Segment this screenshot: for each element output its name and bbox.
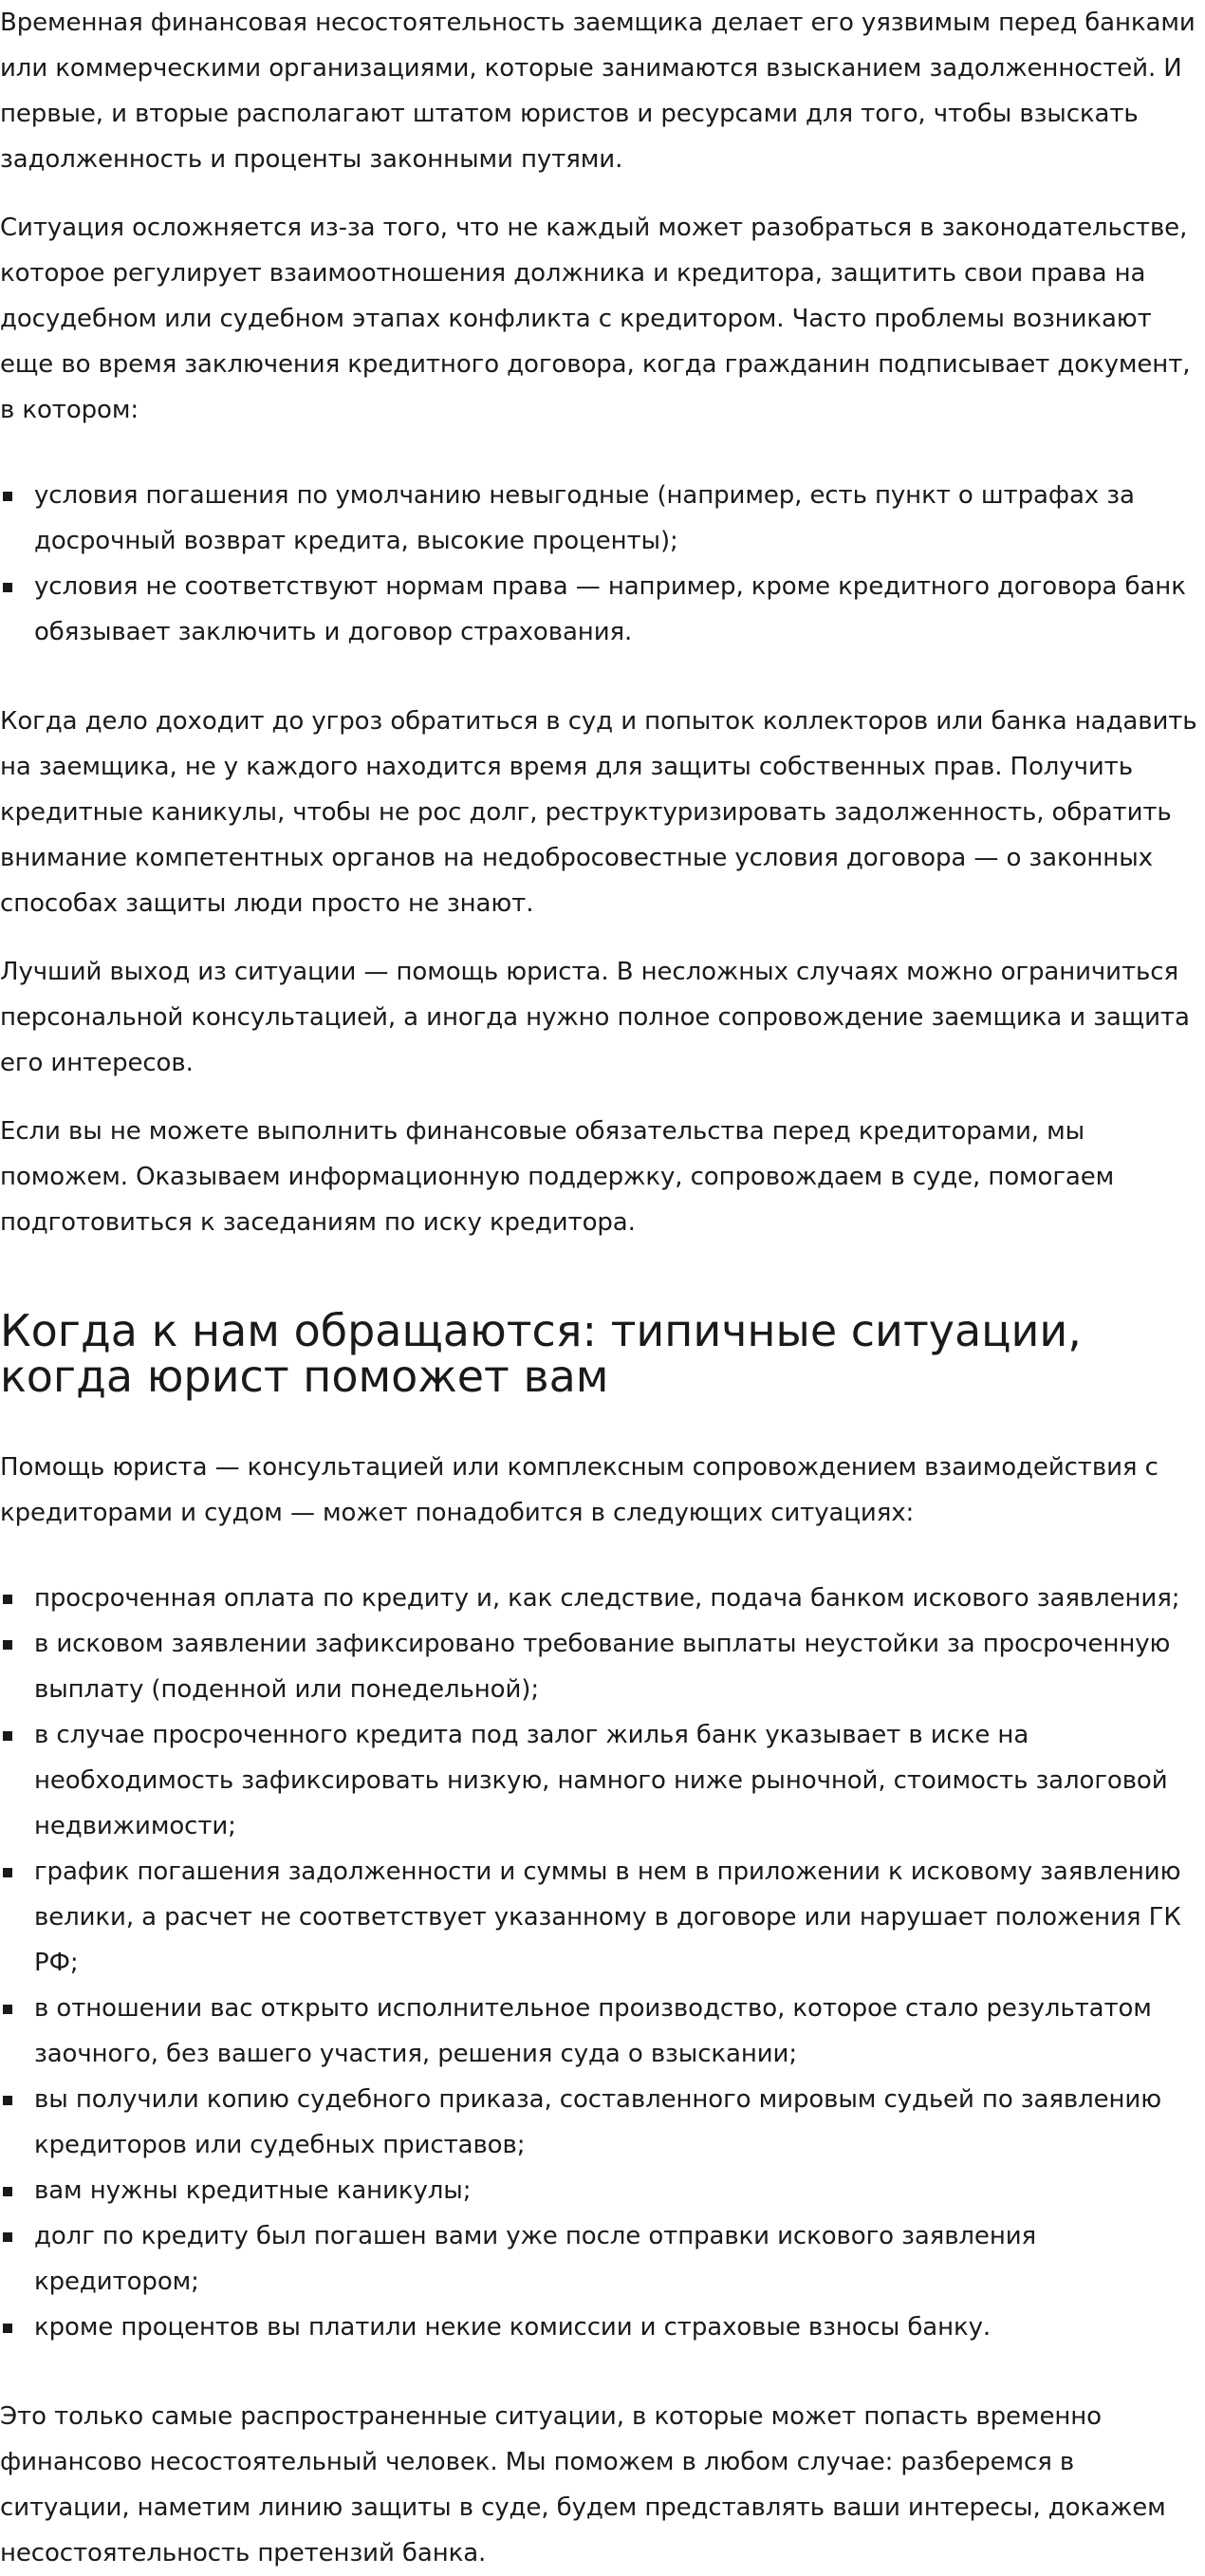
list-item-text: в отношении вас открыто исполнительное производство, которое стало результатом заочного, без вашего участия, решения суда о взыскании; (34, 1994, 1152, 2068)
list-item-text: долг по кредиту был погашен вами уже после отправки искового заявления кредитором; (34, 2222, 1037, 2296)
square-bullet-icon (3, 2232, 12, 2242)
lead-paragraph: Помощь юриста — консультацией или комплексным сопровождением взаимодействия с кредиторами и судом — может понадобится в следующих ситуациях: (0, 1453, 1159, 1527)
middle-paragraph-3: Если вы не можете выполнить финансовые обязательства перед кредиторами, мы поможем. Оказываем информационную поддержку, сопровождаем в суде, помогаем подготовиться к заседаниям по иску кредитора. (0, 1117, 1115, 1237)
square-bullet-icon (3, 1595, 12, 1604)
closing-paragraph: Это только самые распространенные ситуации, в которые может попасть временно финансово несостоятельный человек. Мы поможем в любом случае: разберемся в ситуации, наметим линию защиты в суде, будем представлять ваши интересы, докажем несостоятельность претензий банка. (0, 2402, 1166, 2567)
middle-paragraph-1: Когда дело доходит до угроз обратиться в суд и попыток коллекторов или банка надавить на заемщика, не у каждого находится время для защиты собственных прав. Получить кредитные каникулы, чтобы не рос долг, реструктуризировать задолженность, обратить внимание компетентных органов на недобросовестные условия договора — о законных способах защиты люди просто не знают. (0, 707, 1197, 918)
list-item-text: вам нужны кредитные каникулы; (34, 2176, 472, 2205)
list-item-text: график погашения задолженности и суммы в нем в приложении к исковому заявлению велики, а расчет не соответствует указанному в договоре или нарушает положения ГК РФ; (34, 1857, 1181, 1977)
list-item-text: в случае просроченного кредита под залог жилья банк указывает в иске на необходимость зафиксировать низкую, намного ниже рыночной, стоимость залоговой недвижимости; (34, 1721, 1168, 1840)
list-item (0, 564, 1205, 655)
middle-paragraph-2: Лучший выход из ситуации — помощь юриста. В несложных случаях можно ограничиться персональной консультацией, а иногда нужно полное сопровождение заемщика и защита его интересов. (0, 958, 1190, 1077)
list-item-text: просроченная оплата по кредиту и, как следствие, подача банком искового заявления; (34, 1584, 1180, 1613)
square-bullet-icon (3, 583, 12, 592)
list-item-text: условия погашения по умолчанию невыгодные (например, есть пункт о штрафах за досрочный возврат кредита, высокие проценты); (34, 481, 1135, 555)
list-item (0, 1576, 1205, 1621)
square-bullet-icon (3, 2005, 12, 2014)
list-item-text: кроме процентов вы платили некие комиссии и страховые взносы банку. (34, 2313, 992, 2342)
list-item (0, 2077, 1205, 2168)
contract-conditions-list (0, 473, 1205, 655)
list-item (0, 1986, 1205, 2077)
situations-list (0, 1576, 1205, 2350)
list-item (0, 473, 1205, 564)
section-heading: Когда к нам обращаются: типичные ситуации, когда юрист поможет вам (0, 1305, 1082, 1402)
list-item (0, 1621, 1205, 1712)
list-item-text: условия не соответствуют нормам права — например, кроме кредитного договора банк обязывает заключить и договор страхования. (34, 572, 1186, 646)
list-item (0, 1849, 1205, 1986)
list-item (0, 1712, 1205, 1849)
list-item-text: в исковом заявлении зафиксировано требование выплаты неустойки за просроченную выплату (поденной или понедельной); (34, 1630, 1171, 1704)
intro-paragraph-2: Ситуация осложняется из-за того, что не каждый может разобраться в законодательстве, которое регулирует взаимоотношения должника и кредитора, защитить свои права на досудебном или судебном этапах конфликта с кредитором. Часто проблемы возникают еще во время заключения кредитного договора, когда гражданин подписывает документ, в котором: (0, 214, 1191, 424)
square-bullet-icon (3, 2187, 12, 2196)
square-bullet-icon (3, 1640, 12, 1650)
intro-paragraph-1: Временная финансовая несостоятельность заемщика делает его уязвимым перед банками или коммерческими организациями, которые занимаются взысканием задолженностей. И первые, и вторые располагают штатом юристов и ресурсами для того, чтобы взыскать задолженность и проценты законными путями. (0, 9, 1196, 174)
list-item (0, 2168, 1205, 2213)
square-bullet-icon (3, 492, 12, 501)
list-item-text: вы получили копию судебного приказа, составленного мировым судьей по заявлению кредиторов или судебных приставов; (34, 2085, 1162, 2159)
list-item (0, 2213, 1205, 2305)
list-item (0, 2305, 1205, 2350)
square-bullet-icon (3, 1731, 12, 1741)
square-bullet-icon (3, 2096, 12, 2105)
square-bullet-icon (3, 2324, 12, 2333)
square-bullet-icon (3, 1868, 12, 1877)
